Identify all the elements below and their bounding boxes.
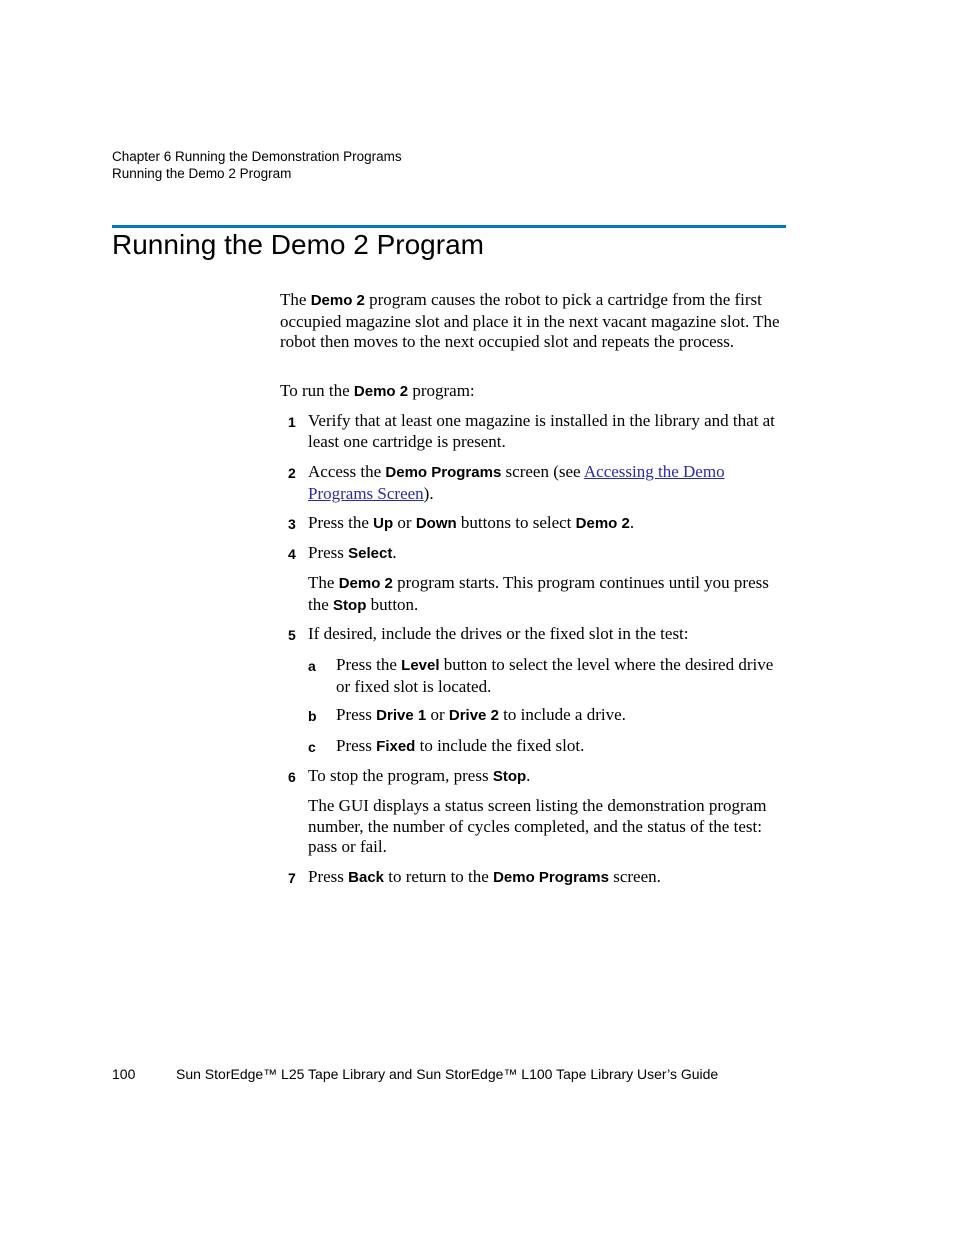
accessing-demo-programs-link[interactable]: Accessing the Demo Programs Screen	[308, 462, 725, 503]
step-5b: b Press Drive 1 or Drive 2 to include a drive.	[308, 705, 786, 727]
step-5c: c Press Fixed to include the fixed slot.	[308, 736, 786, 758]
page-number: 100	[112, 1066, 136, 1082]
step-6-note: The GUI displays a status screen listing the demonstration program number, the number of cycles completed, and the status of the test: pass or fail.	[308, 796, 767, 857]
step-number: 4	[288, 546, 296, 562]
step-number: 2	[288, 465, 296, 481]
step-number: 3	[288, 516, 296, 532]
step-4: 4 Press Select.	[288, 543, 786, 565]
step-number: 7	[288, 870, 296, 886]
running-header-section: Running the Demo 2 Program	[112, 166, 292, 181]
step-6: 6 To stop the program, press Stop.	[288, 766, 786, 788]
intro-lead-in: To run the Demo 2 program:	[280, 381, 475, 400]
page-title: Running the Demo 2 Program	[112, 229, 484, 260]
substep-letter: a	[308, 658, 316, 674]
step-2: 2 Access the Demo Programs screen (see Accessing the Demo Programs Screen).	[288, 462, 725, 503]
step-1: 1 Verify that at least one magazine is installed in the library and that at least one cartridge is present.	[288, 411, 775, 451]
step-number: 5	[288, 627, 296, 643]
step-4-note: The Demo 2 program starts. This program continues until you press the Stop button.	[308, 573, 769, 614]
substep-letter: c	[308, 739, 316, 755]
step-3: 3 Press the Up or Down buttons to select Demo 2.	[288, 513, 786, 535]
step-7: 7 Press Back to return to the Demo Programs screen.	[288, 867, 786, 889]
running-header-chapter: Chapter 6 Running the Demonstration Programs	[112, 149, 402, 164]
book-title: Sun StorEdge™ L25 Tape Library and Sun StorEdge™ L100 Tape Library User’s Guide	[176, 1066, 719, 1082]
step-5: 5 If desired, include the drives or the fixed slot in the test:	[288, 624, 786, 645]
intro-paragraph: The Demo 2 program causes the robot to pick a cartridge from the first occupied magazine slot and place it in the next vacant magazine slot. The robot then moves to the next occupied slot and repeats the process.	[280, 290, 780, 352]
step-5a: a Press the Level button to select the level where the desired drive or fixed slot is located.	[308, 655, 774, 696]
step-number: 6	[288, 769, 296, 785]
step-number: 1	[288, 414, 296, 430]
substep-letter: b	[308, 708, 317, 724]
